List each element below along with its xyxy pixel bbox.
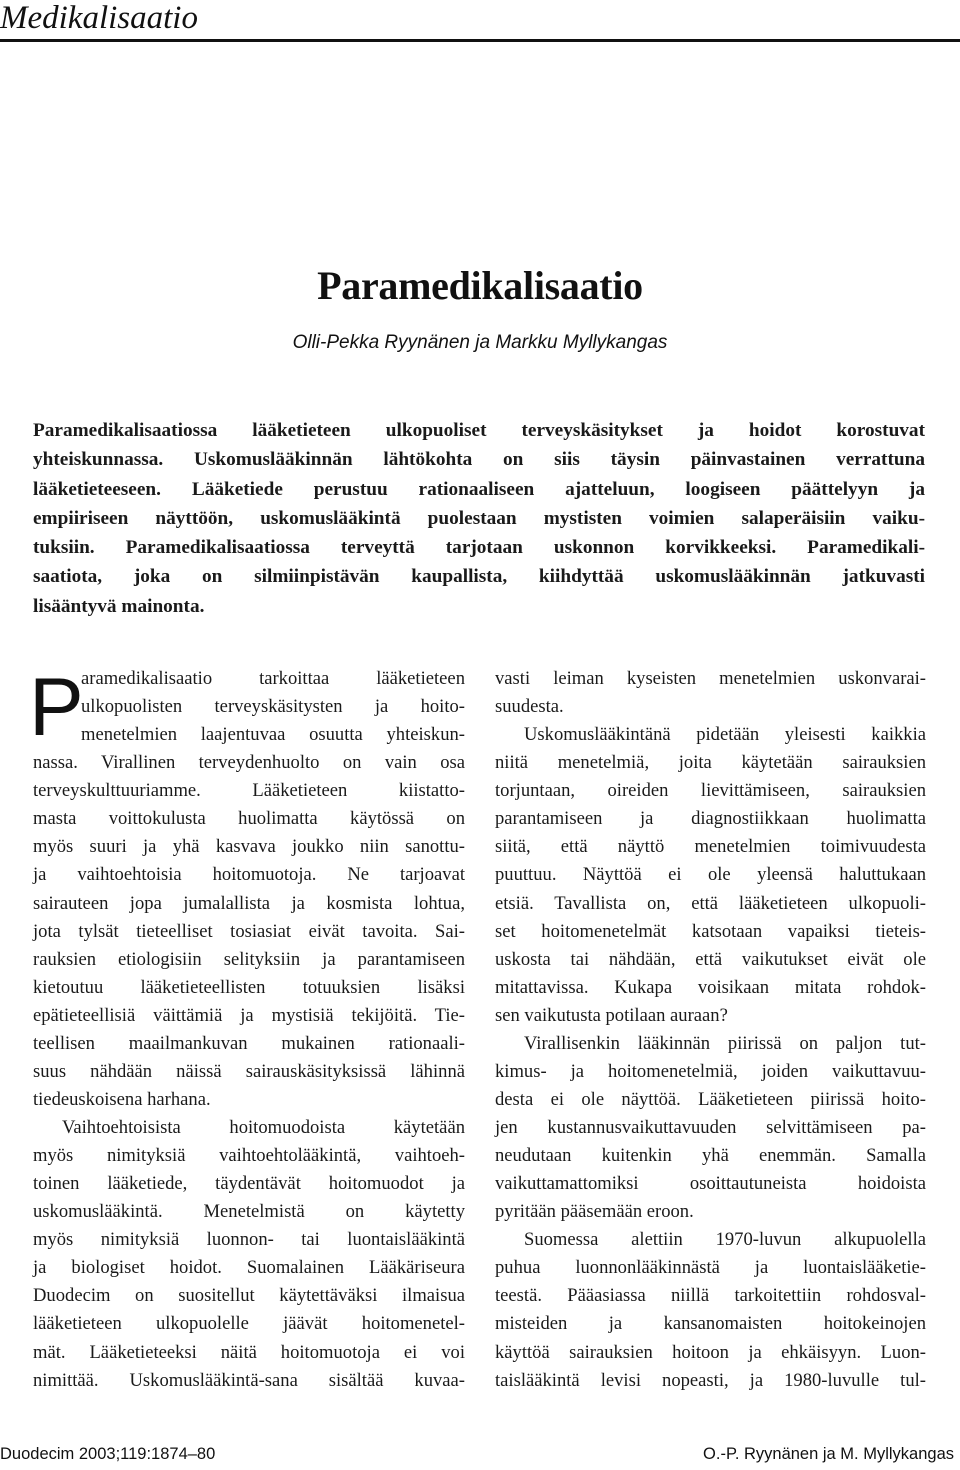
section-header: Medikalisaatio [0, 0, 198, 36]
body-line: lääketieteen ulkopuolelle jäävät hoitomenetel- [33, 1313, 465, 1335]
body-line: mitattavissa. Kukapa voisikaan mitata rohdok- [495, 976, 926, 998]
body-line: Virallisenkin lääkinnän piirissä on paljon tut- [524, 1032, 926, 1054]
abstract-line: empiiriseen näyttöön, uskomuslääkintä puolestaan mystisten voimien salaperäisiin vaiku- [33, 507, 925, 529]
body-line: myös suuri ja yhä kasvava joukko niin sanottu- [33, 836, 465, 858]
body-line: Vaihtoehtoisista hoitomuodoista käytetään [62, 1117, 465, 1138]
body-line: puhua luonnonlääkinnästä ja luontaislääketie- [495, 1257, 926, 1279]
body-line: sairauteen jopa jumalallista ja kosmista lohtua, [33, 892, 465, 914]
body-line: suudesta. [495, 696, 564, 718]
body-column-left [29, 662, 465, 1395]
body-line: menetelmien laajentuvaa osuutta yhteiskun- [81, 724, 465, 746]
body-line: ulkopuolisten terveyskäsitysten ja hoito- [81, 696, 465, 718]
body-line: masta voittokulusta huolimatta käytössä on [33, 808, 465, 830]
body-line: desta ei ole näyttöä. Lääketieteen piirissä hoito- [495, 1088, 926, 1110]
body-line: myös nimityksiä vaihtoehtolääkintä, vaihtoeh- [33, 1145, 465, 1167]
abstract-line: lääketieteeseen. Lääketiede perustuu rationaaliseen ajatteluun, loogiseen päättelyyn ja [33, 478, 925, 500]
body-line: siitä, että näyttö menetelmien toimivuudesta [495, 836, 926, 858]
body-line: Duodecim on suositellut käytettäväksi ilmaisua [33, 1285, 465, 1307]
footer-authors: O.-P. Ryynänen ja M. Myllykangas [703, 1445, 954, 1463]
body-line: set hoitomenetelmät katsotaan vapaiksi tieteis- [495, 920, 926, 942]
body-line: etsiä. Tavallista on, että lääketieteen ulkopuoli- [495, 892, 926, 914]
body-line: neudutaan kuitenkin yhä enemmän. Samalla [495, 1145, 926, 1167]
body-line: nimittää. Uskomuslääkintä-sana sisältää kuvaa- [33, 1369, 465, 1391]
article-title: Paramedikalisaatio [317, 263, 643, 308]
body-line: suus nähdään näissä sairauskäsityksissä lähinnä [33, 1060, 465, 1082]
abstract-line: lisääntyvä mainonta. [33, 595, 205, 617]
abstract-line: Paramedikalisaatiossa lääketieteen ulkopuoliset terveyskäsitykset ja hoidot korostuvat [33, 420, 925, 441]
body-line: misteiden ja kansanomaisten hoitokeinojen [495, 1313, 926, 1335]
body-line: vaikuttamattomiksi osoittautuneista hoidoista [495, 1173, 926, 1195]
body-line: käyttöä sairauksien hoitoon ja ehkäisyyn. Luon- [495, 1341, 926, 1363]
body-line: tiedeuskoisena harhana. [33, 1088, 211, 1110]
body-line: teellisen maailmankuvan mukainen rationaali- [33, 1032, 465, 1054]
body-line: aramedikalisaatio tarkoittaa lääketieteen [81, 668, 465, 689]
body-line: uskomuslääkintä. Menetelmistä on käytetty [33, 1201, 465, 1223]
body-line: mät. Lääketieteeksi näitä hoitomuotoja ei voi [33, 1341, 465, 1363]
body-column-right [495, 665, 926, 1395]
body-line: myös nimityksiä luonnon- tai luontaislääkintä [33, 1229, 465, 1251]
body-line: kimus- ja hoitomenetelmiä, joiden vaikuttavuu- [495, 1060, 926, 1082]
abstract [33, 416, 925, 621]
abstract-line: saatiota, joka on silmiinpistävän kaupallista, kiihdyttää uskomuslääkinnän jatkuvasti [33, 566, 925, 588]
body-line: parantamiseen ja diagnostiikkaan huolimatta [495, 808, 926, 830]
body-line: puuttuu. Näyttöä ei ole yleensä haluttukaan [495, 864, 926, 886]
body-line: sen vaikutusta potilaan auraan? [495, 1004, 728, 1026]
body-line: teestä. Pääasiassa niillä tarkoitettiin rohdosval- [495, 1285, 926, 1307]
header-rule [0, 39, 960, 42]
body-line: epätieteellisiä väittämiä ja mystisiä tekijöitä. Tie- [33, 1004, 465, 1026]
abstract-line: yhteiskunnassa. Uskomuslääkinnän lähtökohta on siis täysin päinvastainen verrattuna [33, 449, 925, 471]
drop-cap: P [29, 662, 84, 753]
body-line: niitä menetelmiä, joita käytetään sairauksien [495, 752, 926, 774]
body-line: uskosta tai nähdään, että vaikutukset eivät ole [495, 948, 926, 970]
body-line: rauksien etiologisiin selityksiin ja parantamiseen [33, 948, 465, 970]
body-line: jen kustannusvaikuttavuuden selvittämiseen pa- [495, 1117, 926, 1138]
article-authors: Olli-Pekka Ryynänen ja Markku Myllykangas [292, 332, 668, 353]
body-line: ja vaihtoehtoisia hoitomuotoja. Ne tarjoavat [33, 864, 465, 886]
footer-citation: Duodecim 2003;119:1874–80 [0, 1445, 216, 1463]
body-line: nassa. Virallinen terveydenhuolto on vain osa [33, 752, 465, 774]
body-line: torjuntaan, oireiden lievittämiseen, sairauksien [495, 780, 926, 802]
body-line: toinen lääketiede, täydentävät hoitomuodot ja [33, 1173, 465, 1195]
body-line: terveyskulttuuriamme. Lääketieteen kiistatto- [33, 780, 465, 802]
body-line: jota tylsät tieteelliset tosiasiat eivät tavoita. Sai- [33, 920, 465, 942]
body-line: kietoutuu lääketieteellisten totuuksien lisäksi [33, 976, 465, 998]
abstract-line: tuksiin. Paramedikalisaatiossa terveyttä tarjotaan uskonnon korvikkeeksi. Paramedikali- [33, 537, 925, 559]
body-line: ja biologiset hoidot. Suomalainen Lääkäriseura [33, 1257, 465, 1279]
body-line: Suomessa alettiin 1970-luvun alkupuolella [524, 1229, 926, 1251]
body-line: pyritään pääsemään eroon. [495, 1201, 694, 1223]
body-line: taislääkintä levisi nopeasti, ja 1980-luvulle tul- [495, 1369, 926, 1391]
body-line: vasti leiman kyseisten menetelmien uskonvarai- [495, 668, 926, 689]
body-line: Uskomuslääkintänä pidetään yleisesti kaikkia [524, 724, 926, 746]
